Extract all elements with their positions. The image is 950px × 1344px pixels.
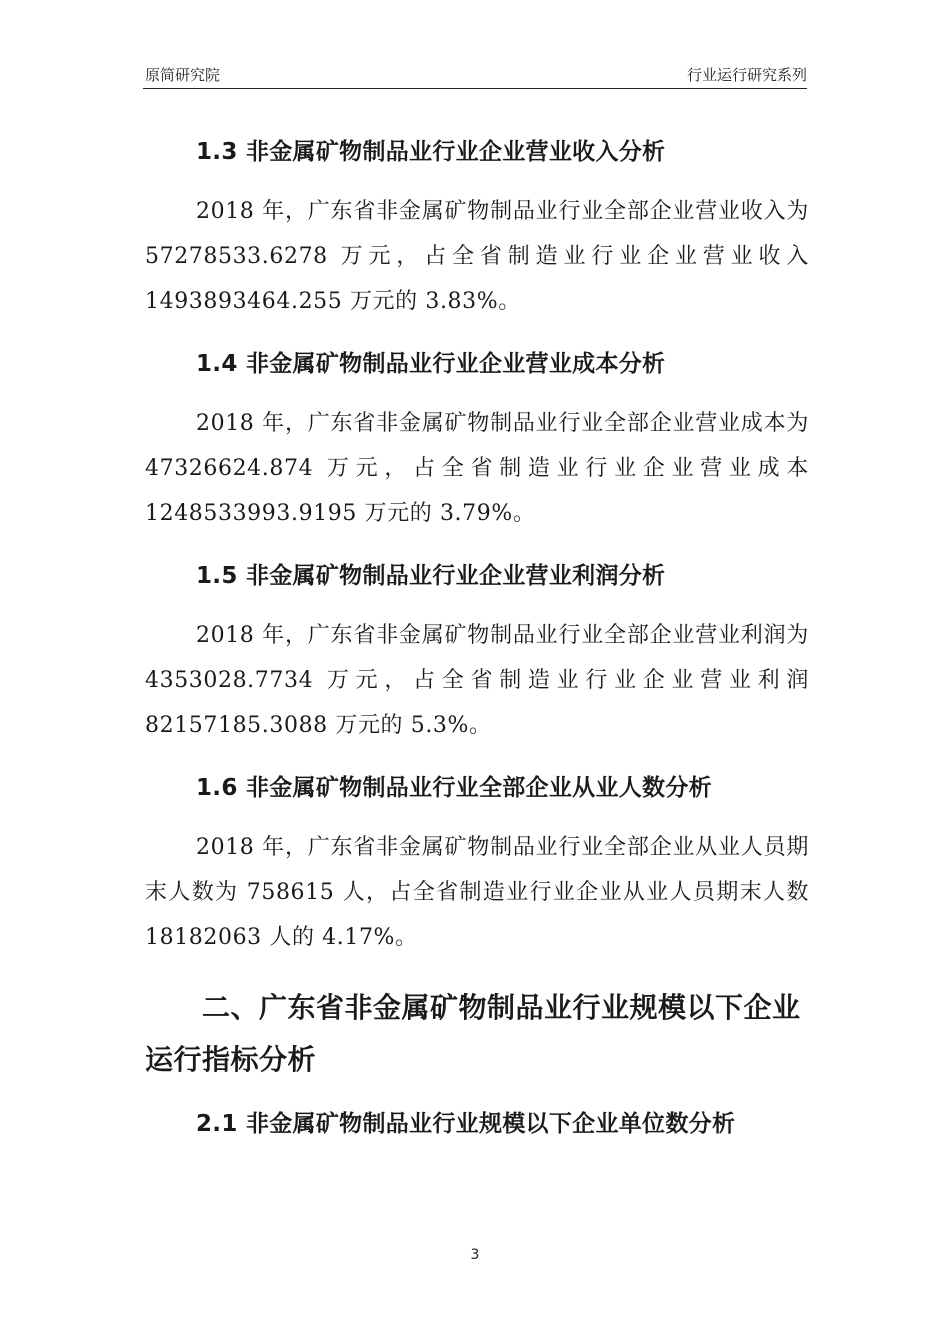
section-paragraph-1-4: 2018 年，广东省非金属矿物制品业行业全部企业营业成本为 47326624.874 万元，占全省制造业行业企业营业成本 1248533993.9195 万元的 3.79%。 — [145, 411, 809, 526]
chapter-heading-2: 二、广东省非金属矿物制品业行业规模以下企业运行指标分析 — [145, 991, 801, 1076]
document-body — [145, 130, 809, 1146]
section-paragraph-1-5: 2018 年，广东省非金属矿物制品业行业全部企业营业利润为 4353028.7734 万元，占全省制造业行业企业营业利润 82157185.3088 万元的 5.3%。 — [145, 623, 809, 738]
section-heading-1-3: 1.3 非金属矿物制品业行业企业营业收入分析 — [196, 139, 666, 165]
section-heading-1-6: 1.6 非金属矿物制品业行业全部企业从业人数分析 — [196, 775, 712, 801]
page-number: 3 — [470, 1247, 480, 1263]
section-heading-2-1: 2.1 非金属矿物制品业行业规模以下企业单位数分析 — [196, 1111, 736, 1137]
section-heading-1-5: 1.5 非金属矿物制品业行业企业营业利润分析 — [196, 563, 666, 589]
section-paragraph-1-3: 2018 年，广东省非金属矿物制品业行业全部企业营业收入为 57278533.6278 万元，占全省制造业行业企业营业收入 1493893464.255 万元的 3.83%。 — [145, 199, 809, 314]
section-paragraph-1-6: 2018 年，广东省非金属矿物制品业行业全部企业从业人员期末人数为 758615 人，占全省制造业行业企业从业人员期末人数 18182063 人的 4.17%。 — [145, 835, 809, 950]
section-heading-1-4: 1.4 非金属矿物制品业行业企业营业成本分析 — [196, 351, 666, 377]
header-rule — [143, 88, 807, 89]
header-publisher: 原简研究院 — [145, 66, 221, 84]
header-series: 行业运行研究系列 — [686, 66, 807, 84]
